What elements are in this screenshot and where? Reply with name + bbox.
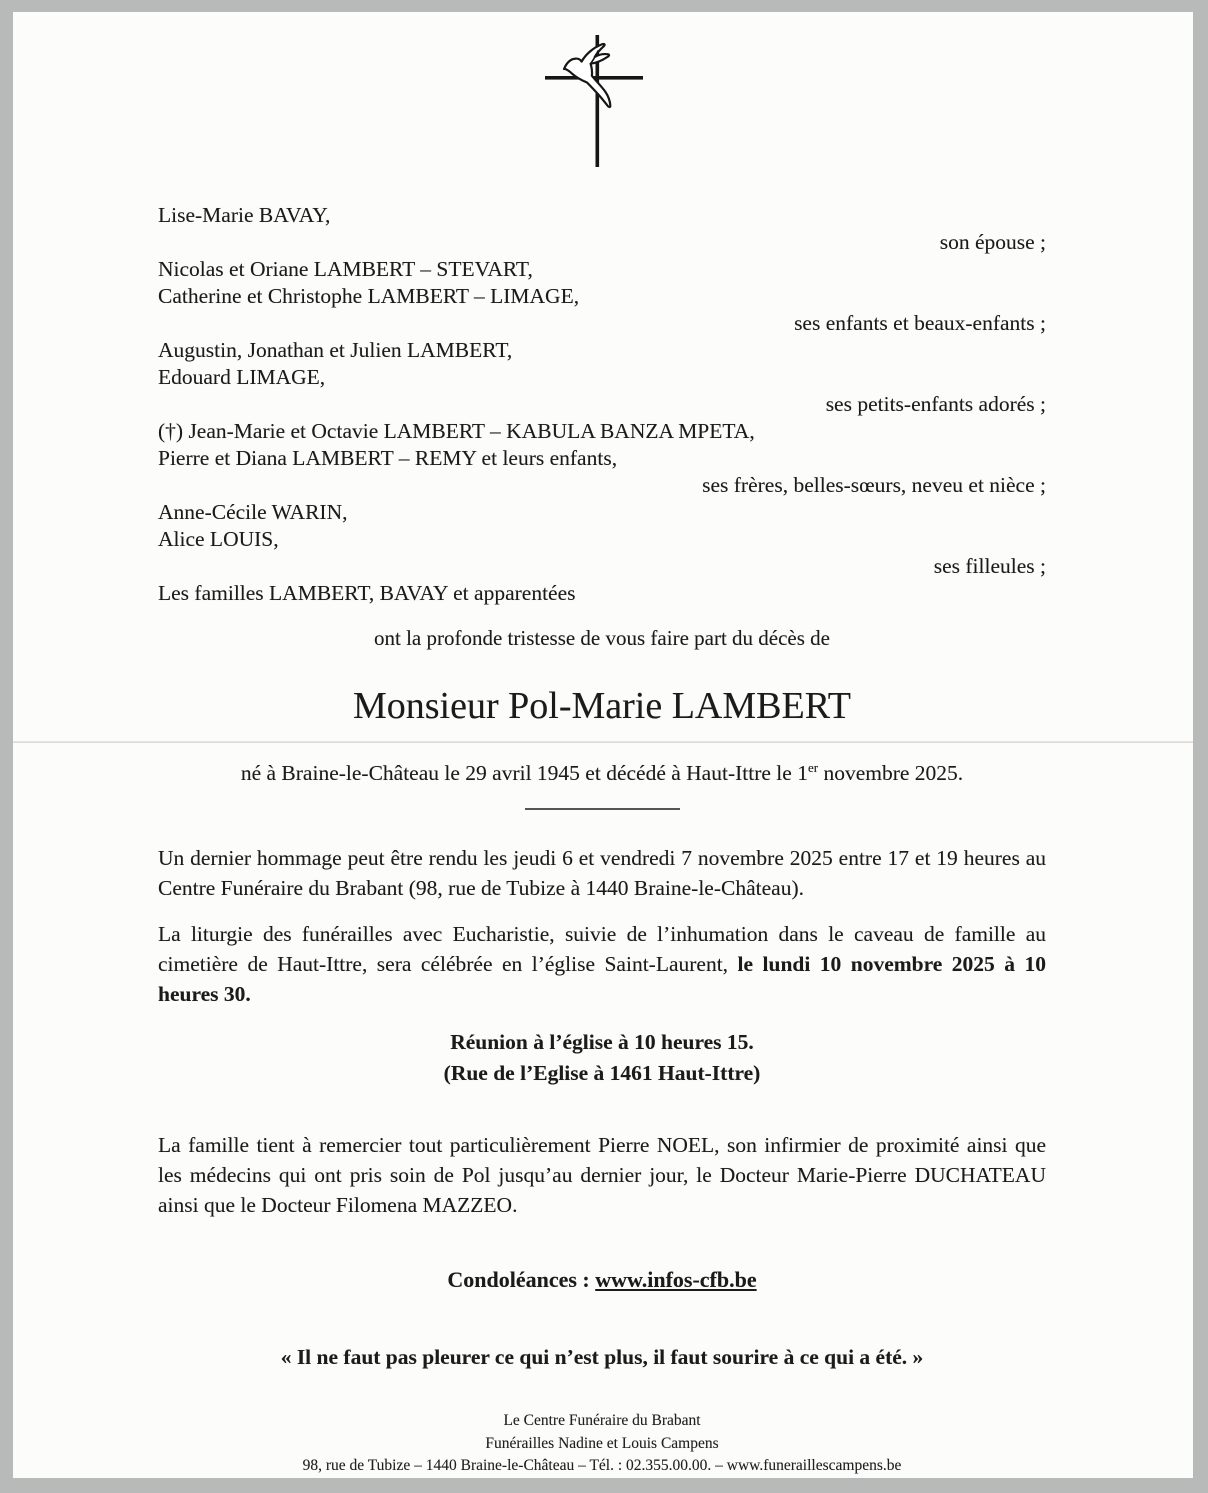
- relation-label: son épouse ;: [939, 230, 1046, 254]
- ordinal-superscript: er: [807, 759, 819, 775]
- dove-shape: [564, 44, 610, 107]
- family-line: Les familles LAMBERT, BAVAY et apparentées: [158, 581, 576, 605]
- thanks-paragraph: La famille tient à remercier tout particulièrement Pierre NOEL, son infirmier de proximité ainsi que les médecins qui ont pris soin de Pol jusqu’au dernier jour, le Docteur Marie-Pierre DUCHATEAU ainsi que le Docteur Filomena MAZZEO.: [158, 1133, 1046, 1217]
- family-line: Nicolas et Oriane LAMBERT – STEVART,: [158, 257, 533, 281]
- liturgy-date-bold: le lundi 10 novembre 2025 à 10 heures 30.: [158, 952, 1046, 1006]
- document-page: [13, 12, 1193, 1478]
- family-line: Anne-Cécile WARIN,: [158, 500, 348, 524]
- family-line: Alice LOUIS,: [158, 527, 279, 551]
- funeral-home-footer: [158, 1410, 1046, 1478]
- birth-death-text-end: novembre 2025.: [818, 761, 964, 785]
- footer-line-3: 98, rue de Tubize – 1440 Braine-le-Château – Tél. : 02.355.00.00. – www.funeraillescampens.be: [302, 1457, 902, 1474]
- footer-line-1: Le Centre Funéraire du Brabant: [503, 1412, 701, 1429]
- condolences-url-link[interactable]: www.infos-cfb.be: [595, 1267, 757, 1292]
- meeting-block: [158, 1027, 1046, 1089]
- viewing-paragraph: Un dernier hommage peut être rendu les jeudi 6 et vendredi 7 novembre 2025 entre 17 et 19 heures au Centre Funéraire du Brabant (98, rue de Tubize à 1440 Braine-le-Château).: [158, 846, 1046, 900]
- family-line: Pierre et Diana LAMBERT – REMY et leurs enfants,: [158, 446, 618, 470]
- liturgy-text: La liturgie des funérailles avec Eucharistie, suivie de l’inhumation dans le caveau de famille au cimetière de Haut-Ittre, sera célébrée en l’église Saint-Laurent,: [158, 922, 1046, 976]
- family-line: (†) Jean-Marie et Octavie LAMBERT – KABULA BANZA MPETA,: [158, 419, 755, 443]
- meeting-time-line: Réunion à l’église à 10 heures 15.: [450, 1030, 754, 1054]
- memorial-quote: « Il ne faut pas pleurer ce qui n’est plus, il faut sourire à ce qui a été. »: [280, 1345, 924, 1369]
- family-line: Augustin, Jonathan et Julien LAMBERT,: [158, 338, 513, 362]
- birth-death-text: né à Braine-le-Château le 29 avril 1945 et décédé à Haut-Ittre le 1: [240, 761, 808, 785]
- dove-on-cross-icon: [452, 32, 752, 182]
- deceased-name: Monsieur Pol-Marie LAMBERT: [352, 685, 851, 727]
- relation-label: ses petits-enfants adorés ;: [825, 392, 1046, 416]
- family-line: Catherine et Christophe LAMBERT – LIMAGE,: [158, 284, 580, 308]
- meeting-address-line: (Rue de l’Eglise à 1461 Haut-Ittre): [443, 1061, 761, 1085]
- birth-death-line: [158, 760, 1046, 787]
- announcement-line: ont la profonde tristesse de vous faire part du décès de: [373, 626, 830, 650]
- fold-crease: [13, 741, 1193, 743]
- liturgy-paragraph: [158, 919, 1046, 1009]
- family-line: Lise-Marie BAVAY,: [158, 203, 331, 227]
- header-emblem: [158, 32, 1046, 182]
- footer-line-2: Funérailles Nadine et Louis Campens: [485, 1434, 719, 1452]
- relation-label: ses enfants et beaux-enfants ;: [794, 311, 1046, 335]
- condolences-line: [158, 1265, 1046, 1295]
- condolences-label: Condoléances :: [447, 1267, 596, 1292]
- separator-divider: [525, 808, 680, 810]
- relation-label: ses frères, belles-sœurs, neveu et nièce ;: [702, 473, 1046, 497]
- family-line: Edouard LIMAGE,: [158, 365, 326, 389]
- family-list: [158, 202, 1046, 607]
- relation-label: ses filleules ;: [933, 554, 1046, 578]
